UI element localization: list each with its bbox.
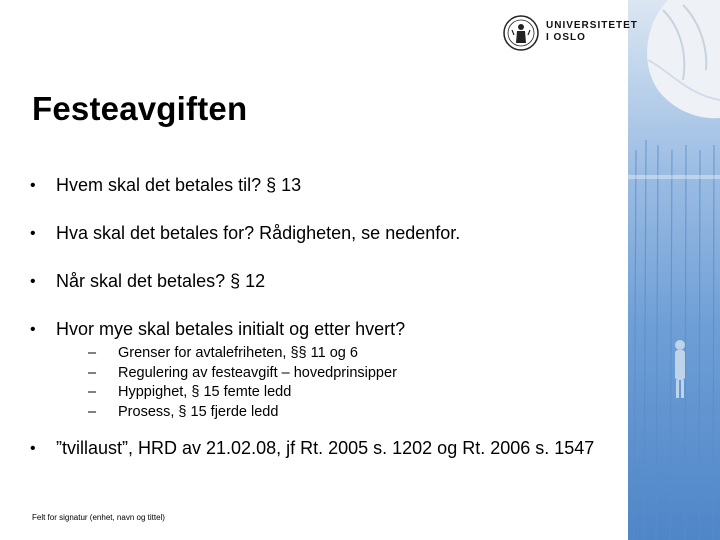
slide-title: Festeavgiften (32, 90, 248, 127)
sub-list-item (88, 364, 618, 384)
sub-item-text: Prosess, § 15 fjerde ledd (118, 403, 279, 420)
bullet-text: Hva skal det betales for? Rådigheten, se nedenfor. (56, 223, 461, 243)
signature-footer: Felt for signatur (enhet, navn og tittel) (32, 513, 165, 522)
bullet-symbol: • (30, 273, 36, 290)
sub-item-text: Hyppighet, § 15 femte ledd (118, 384, 292, 400)
sub-list-item (88, 383, 618, 403)
university-name (546, 20, 638, 44)
decorative-side-artwork (628, 0, 720, 540)
university-seal-icon (502, 14, 540, 52)
university-name-line2: I OSLO (546, 32, 586, 43)
bullet-item (28, 271, 618, 292)
sub-list (56, 344, 618, 422)
side-artwork-graphic (628, 0, 720, 540)
bullet-text: Hvem skal det betales til? § 13 (56, 175, 302, 195)
bullet-symbol: • (30, 225, 36, 242)
dash-symbol: – (88, 403, 97, 420)
university-logo (502, 14, 638, 54)
bullet-text: Hvor mye skal betales initialt og etter hvert? (56, 319, 406, 339)
bullet-item (28, 438, 616, 459)
bullet-list (28, 175, 618, 459)
bullet-symbol: • (30, 440, 36, 457)
sub-item-text: Grenser for avtalefriheten, §§ 11 og 6 (118, 345, 358, 361)
bullet-item (28, 223, 618, 244)
sub-list-item (88, 403, 618, 423)
university-name-line1: UNIVERSITETET (546, 20, 638, 31)
bullet-text: Når skal det betales? § 12 (56, 271, 266, 291)
bullet-symbol: • (30, 177, 36, 194)
dash-symbol: – (88, 364, 97, 381)
bullet-symbol: • (30, 321, 36, 338)
bullet-item (28, 319, 618, 422)
sub-list-item (88, 344, 618, 364)
dash-symbol: – (88, 384, 97, 400)
bullet-text: ”tvillaust”, HRD av 21.02.08, jf Rt. 2005 s. 1202 og Rt. 2006 s. 1547 (56, 438, 595, 458)
sub-item-text: Regulering av festeavgift – hovedprinsipper (118, 364, 397, 381)
dash-symbol: – (88, 345, 97, 361)
bullet-item (28, 175, 618, 196)
